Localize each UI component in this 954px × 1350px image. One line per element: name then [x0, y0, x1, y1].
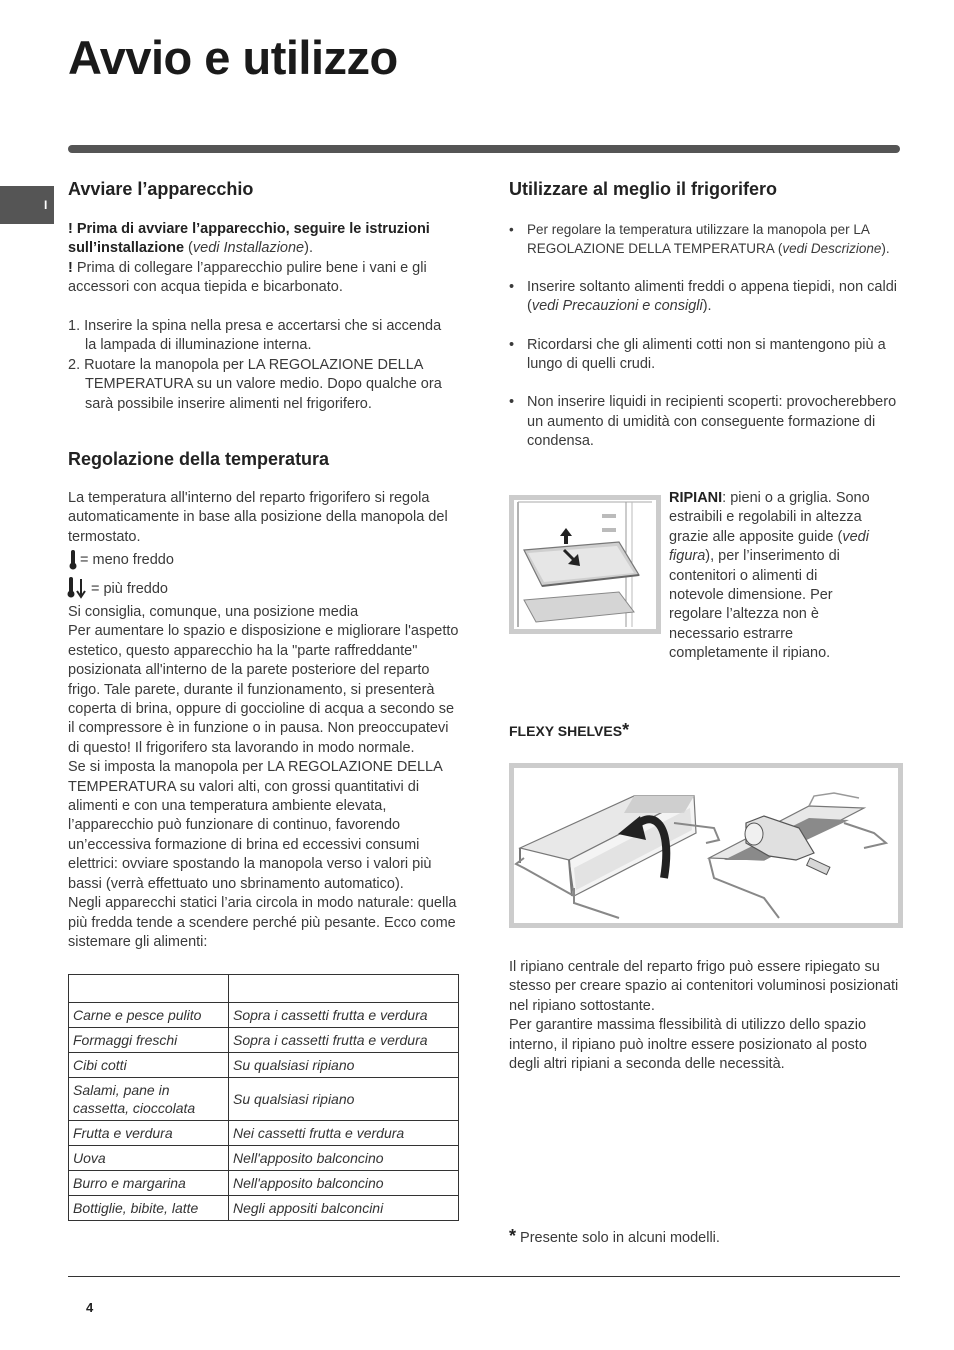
- place-cell: Nell'apposito balconcino: [229, 1146, 459, 1171]
- food-cell: Uova: [69, 1146, 229, 1171]
- food-storage-table: [68, 974, 459, 1221]
- temperature-p1: Si consiglia, comunque, una posizione media: [68, 604, 359, 620]
- link-precauzioni: vedi Precauzioni e consigli: [531, 298, 703, 315]
- warning-mark: !: [68, 259, 73, 276]
- temperature-intro: La temperatura all'interno del reparto frigorifero si regola automaticamente in base alla posizione della manopola del termostato.: [68, 490, 448, 545]
- legend-more-cold: = più freddo: [91, 581, 168, 597]
- flexy-p2: Per garantire massima flessibilità di utilizzo dello spazio interno, il ripiano può inoltre essere posizionato al posto degli altri ripiani a seconda delle necessità.: [509, 1017, 867, 1073]
- place-cell: Negli appositi balconcini: [229, 1196, 459, 1221]
- flexy-p1: Il ripiano centrale del reparto frigo può essere ripiegato su stesso per creare spazio ai contenitori voluminosi posizionati nel ripiano sottostante.: [509, 959, 899, 1014]
- flexy-star: *: [622, 720, 630, 740]
- legend-less-cold: = meno freddo: [80, 552, 174, 568]
- bullet-2-text: Inserire soltanto alimenti freddi o appena tiepidi, non caldi (: [527, 278, 897, 315]
- temperature-body: [68, 603, 460, 952]
- table-row: [69, 1171, 459, 1196]
- language-tab-label: I: [44, 198, 48, 212]
- ripiani-description: [669, 489, 874, 664]
- temperature-p2: Per aumentare lo spazio e disposizione e migliorare l'aspetto estetico, questo apparecchio ha la "parte raffreddante" posizionata all'interno de la parete posteriore del reparto frigo. Tale parete, durante il funzionamento, si presenterà coperta di brina, oppure di goccioline di acqua a secondo se il compressore è in funzione o in pausa. Non preoccupatevi di questo! Il frigorifero sta lavorando in modo normale.: [68, 623, 459, 756]
- food-cell: Salami, pane in cassetta, cioccolata: [69, 1078, 229, 1121]
- language-tab: [0, 186, 54, 224]
- table-row: [69, 1003, 459, 1028]
- flexy-heading: [509, 720, 629, 741]
- start-instructions: [68, 220, 448, 414]
- section-heading-temperature: Regolazione della temperatura: [68, 449, 330, 469]
- food-cell: Carne e pesce pulito: [69, 1003, 229, 1028]
- ripiani-text-2: ), per l’inserimento di contenitori o alimenti di notevole dimensione. Per regolare l’altezza non è necessario estrarre completamente il ripiano.: [669, 548, 840, 662]
- flexy-description: [509, 958, 901, 1074]
- place-cell: Nell'apposito balconcino: [229, 1171, 459, 1196]
- place-cell: Sopra i cassetti frutta e verdura: [229, 1028, 459, 1053]
- page-title: Avvio e utilizzo: [68, 31, 398, 84]
- place-cell: Su qualsiasi ripiano: [229, 1053, 459, 1078]
- warning-clean: Prima di collegare l’apparecchio pulire bene i vani e gli accessori con acqua tiepida e bicarbonato.: [68, 259, 427, 296]
- section-heading-start: Avviare l’apparecchio: [68, 179, 254, 199]
- list-item: [509, 220, 901, 259]
- food-cell: Frutta e verdura: [69, 1121, 229, 1146]
- flexy-illustration: [514, 768, 898, 923]
- footnote-text: Presente solo in alcuni modelli.: [516, 1230, 720, 1246]
- table-row: [69, 1028, 459, 1053]
- link-figura: vedi figura: [669, 528, 869, 565]
- table-row: [69, 1078, 459, 1121]
- place-cell: Nei cassetti frutta e verdura: [229, 1121, 459, 1146]
- footnote-star: *: [509, 1226, 517, 1246]
- flexy-figure: [509, 763, 903, 928]
- place-cell: Su qualsiasi ripiano: [229, 1078, 459, 1121]
- table-row: [69, 1146, 459, 1171]
- bullet-1-text: Per regolare la temperatura utilizzare la manopola per LA REGOLAZIONE DELLA TEMPERATURA (: [527, 222, 870, 257]
- step-1: 1. Inserire la spina nella presa e accertarsi che si accenda la lampada di illuminazione interna.: [68, 318, 442, 354]
- food-cell: Cibi cotti: [69, 1053, 229, 1078]
- shelf-illustration: [514, 500, 656, 629]
- section-heading-usage: Utilizzare al meglio il frigorifero: [509, 179, 778, 199]
- link-installazione: vedi Installazione: [192, 240, 305, 257]
- list-item: • Non inserire liquidi in recipienti scoperti: provocherebbero un aumento di umidità con conseguente formazione di condensa.: [509, 393, 901, 451]
- link-descrizione: vedi Descrizione: [782, 241, 882, 257]
- list-item: [509, 278, 901, 317]
- flexy-heading-text: FLEXY SHELVES: [509, 723, 623, 739]
- usage-bullets: [509, 220, 901, 471]
- table-header-row: [69, 975, 459, 1003]
- shelf-figure: [509, 495, 661, 634]
- table-header-cell: [69, 975, 229, 1003]
- bullet-1-close: ).: [881, 241, 890, 257]
- table-row: [69, 1053, 459, 1078]
- footnote: [509, 1227, 720, 1248]
- food-cell: Formaggi freschi: [69, 1028, 229, 1053]
- list-item: • Ricordarsi che gli alimenti cotti non si mantengono più a lungo di quelli crudi.: [509, 336, 901, 375]
- table-row: [69, 1196, 459, 1221]
- food-cell: Burro e margarina: [69, 1171, 229, 1196]
- title-rule: [68, 145, 900, 153]
- bullet-2-close: ).: [702, 298, 712, 315]
- thermometer-more-icon: [66, 576, 88, 605]
- place-cell: Sopra i cassetti frutta e verdura: [229, 1003, 459, 1028]
- footer-rule: [68, 1276, 900, 1277]
- step-2: 2. Ruotare la manopola per LA REGOLAZIONE DELLA TEMPERATURA su un valore medio. Dopo qualche ora sarà possibile inserire alimenti nel frigorifero.: [68, 356, 442, 412]
- thermometer-less-icon: [67, 549, 79, 576]
- ripiani-text-1: : pieni o a griglia. Sono estraibili e regolabili in altezza grazie alle apposite guide (: [669, 490, 870, 545]
- page-number: 4: [86, 1300, 94, 1315]
- warning-install-close: ).: [304, 240, 313, 257]
- food-cell: Bottiglie, bibite, latte: [69, 1196, 229, 1221]
- table-header-cell: [229, 975, 459, 1003]
- temperature-p4: Negli apparecchi statici l’aria circola in modo naturale: quella più fredda tende a scendere perché più pesante. Ecco come sistemare gli alimenti:: [68, 895, 457, 950]
- temperature-p3: Se si imposta la manopola per LA REGOLAZIONE DELLA TEMPERATURA su valori alti, con grossi quantitativi di alimenti e con una temperatura ambiente elevata, l’apparecchio può funzionare di continuo, favorendo un’eccessiva formazione di brina ed eccessivi consumi elettrici: ovviare spostando la manopola verso i valori più bassi (verrà effettuato uno sbrinamento automatico).: [68, 759, 442, 892]
- table-row: [69, 1121, 459, 1146]
- warning-install-paren: (: [184, 240, 193, 257]
- warning-install: ! Prima di avviare l’apparecchio, seguire le istruzioni sull’installazione: [68, 221, 430, 257]
- ripiani-label: RIPIANI: [669, 490, 723, 506]
